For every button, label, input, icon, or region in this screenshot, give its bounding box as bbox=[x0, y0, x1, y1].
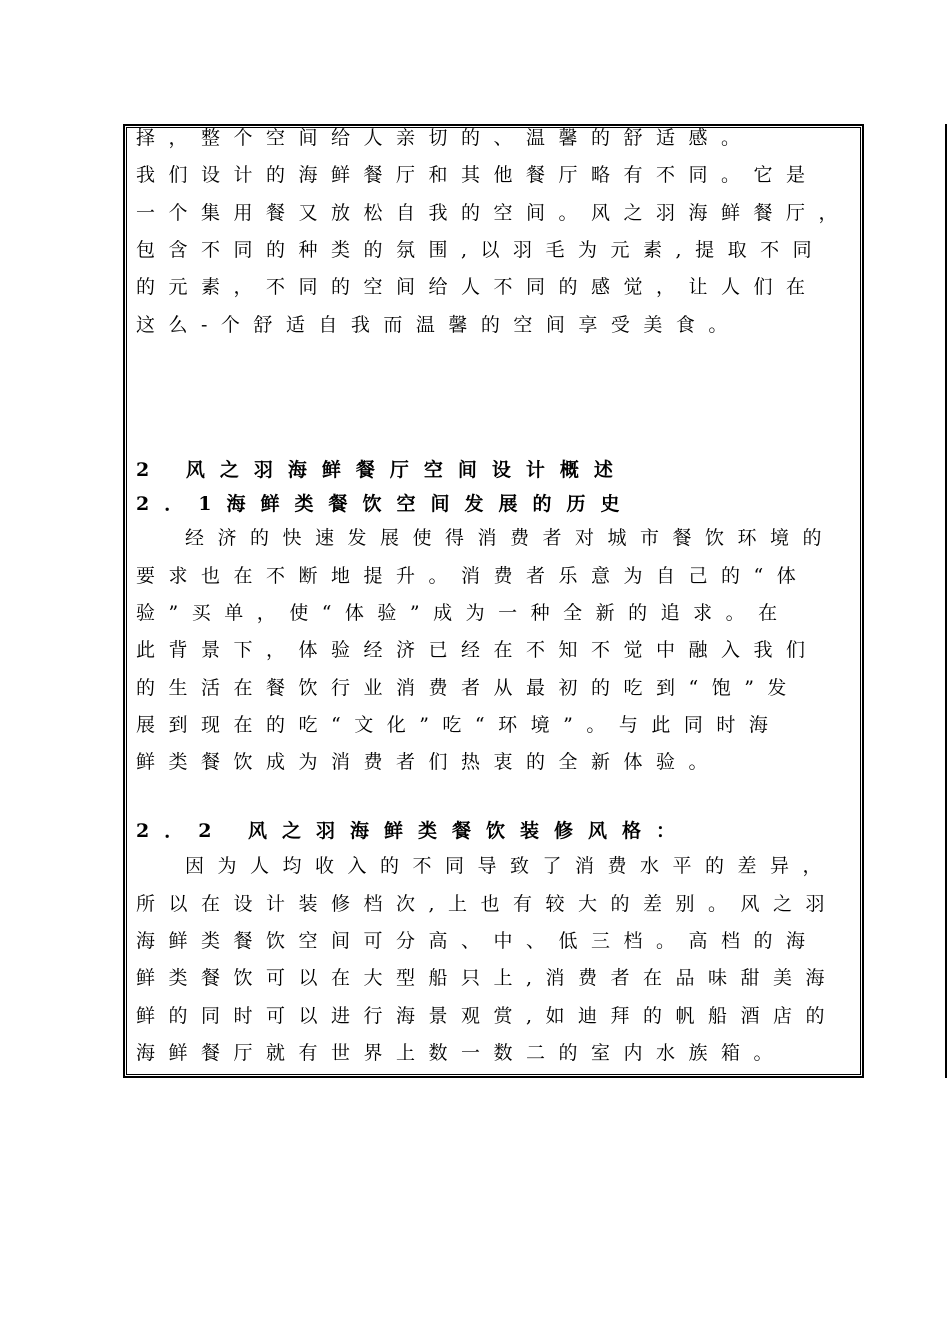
body-text-line: 验”买单，使“体验”成为一种全新的追求。在 bbox=[136, 602, 791, 624]
body-text-line: 鲜的同时可以进行海景观赏,如迪拜的帆船酒店的 bbox=[136, 1005, 839, 1027]
page-edge-rule bbox=[945, 124, 947, 1078]
body-text-line: 要求也在不断地提升。消费者乐意为自己的“体 bbox=[136, 565, 810, 587]
section-heading: 2．2 风之羽海鲜类餐饮装修风格： bbox=[136, 820, 691, 842]
body-text-line: 一个集用餐又放松自我的空间。风之羽海鲜餐厅， bbox=[136, 202, 852, 224]
body-text-line: 鲜类餐饮成为消费者们热衷的全新体验。 bbox=[136, 751, 722, 773]
body-text-line: 此背景下，体验经济已经在不知不觉中融入我们 bbox=[136, 639, 819, 661]
body-text-line: 的元素，不同的空间给人不同的感觉，让人们在 bbox=[136, 276, 819, 298]
chapter-heading: 2 风之羽海鲜餐厅空间设计概述 bbox=[136, 459, 628, 481]
body-text-line: 因为人均收入的不同导致了消费水平的差异， bbox=[185, 855, 836, 877]
body-text-line: 包含不同的种类的氛围,以羽毛为元素,提取不同 bbox=[136, 239, 826, 261]
body-text-line: 鲜类餐饮可以在大型船只上,消费者在品味甜美海 bbox=[136, 967, 839, 989]
body-text-line: 海鲜餐厅就有世界上数一数二的室内水族箱。 bbox=[136, 1042, 787, 1064]
body-text-line: 海鲜类餐饮空间可分高、中、低三档。高档的海 bbox=[136, 930, 819, 952]
body-text-line: 择，整个空间给人亲切的、温馨的舒适感。 bbox=[136, 127, 754, 149]
body-text-line: 展到现在的吃“文化”吃“环境”。与此同时海 bbox=[136, 714, 782, 736]
body-text-line: 这么-个舒适自我而温馨的空间享受美食。 bbox=[136, 314, 741, 336]
body-text-line: 的生活在餐饮行业消费者从最初的吃到“饱”发 bbox=[136, 677, 800, 699]
body-text-line: 所以在设计装修档次,上也有较大的差别。风之羽 bbox=[136, 893, 839, 915]
section-heading: 2．1海鲜类餐饮空间发展的历史 bbox=[136, 493, 635, 515]
body-text-line: 经济的快速发展使得消费者对城市餐饮环境的 bbox=[185, 527, 836, 549]
body-text-line: 我们设计的海鲜餐厅和其他餐厅略有不同。它是 bbox=[136, 164, 819, 186]
